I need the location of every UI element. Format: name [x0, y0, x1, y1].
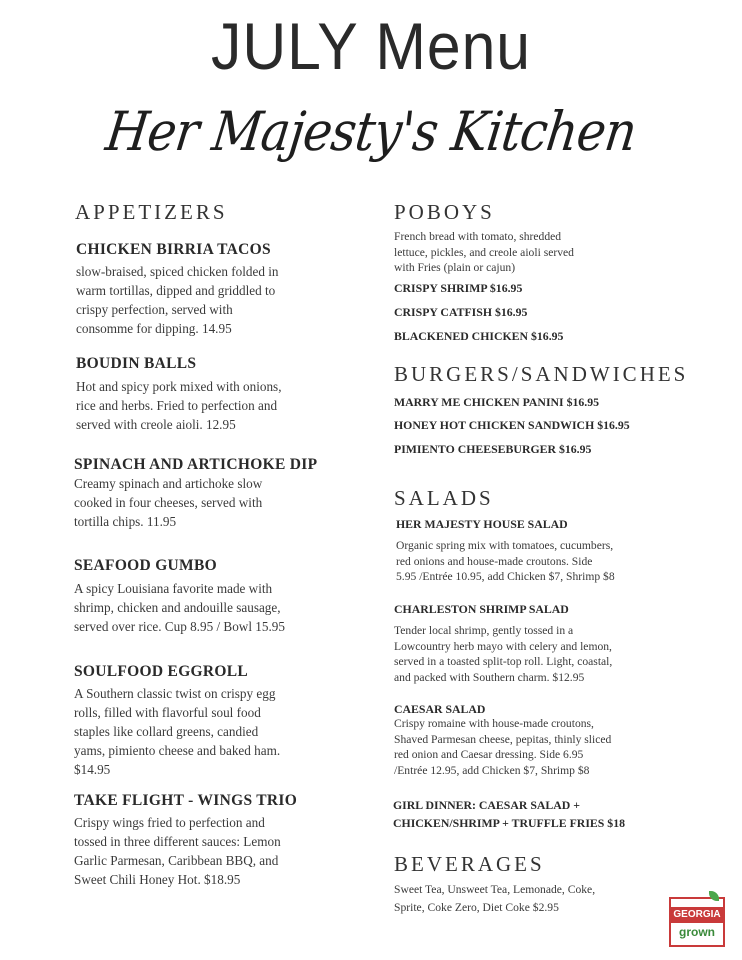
- section-heading-poboys: POBOYS: [394, 200, 495, 224]
- burger-item: MARRY ME CHICKEN PANINI $16.95: [394, 395, 600, 409]
- section-heading-beverages: BEVERAGES: [394, 852, 545, 876]
- salad-name: CAESAR SALAD: [394, 702, 486, 716]
- poboys-desc: French bread with tomato, shredded lettuce, pickles, and creole aioli served with Fries (plain or cajun): [394, 230, 574, 274]
- appetizer-desc: slow-braised, spiced chicken folded in warm tortillas, dipped and griddled to crispy perfection, served with consomme for dipping. 14.95: [76, 264, 279, 336]
- section-heading-appetizers: APPETIZERS: [75, 200, 228, 224]
- restaurant-name: Her Majesty's Kitchen: [102, 100, 640, 163]
- section-heading-salads: SALADS: [394, 486, 494, 510]
- poboy-item: CRISPY CATFISH $16.95: [394, 305, 528, 319]
- appetizer-desc: A Southern classic twist on crispy egg rolls, filled with flavorful soul food staples like collard greens, candied yams, pimiento cheese and baked ham. $14.95: [74, 686, 281, 777]
- appetizer-desc: A spicy Louisiana favorite made with shrimp, chicken and andouille sausage, served over rice. Cup 8.95 / Bowl 15.95: [74, 581, 285, 634]
- appetizer-desc: Crispy wings fried to perfection and tossed in three different sauces: Lemon Garlic Parmesan, Caribbean BBQ, and Sweet Chili Honey Hot. $18.95: [74, 815, 281, 887]
- menu-title: JULY Menu: [211, 9, 531, 83]
- appetizer-name: CHICKEN BIRRIA TACOS: [76, 241, 271, 258]
- beverages-desc: Sweet Tea, Unsweet Tea, Lemonade, Coke, Sprite, Coke Zero, Diet Coke $2.95: [394, 883, 596, 914]
- appetizer-desc: Creamy spinach and artichoke slow cooked in four cheeses, served with tortilla chips. 11.95: [74, 476, 263, 529]
- appetizer-name: TAKE FLIGHT - WINGS TRIO: [74, 792, 298, 809]
- burger-item: HONEY HOT CHICKEN SANDWICH $16.95: [394, 418, 630, 432]
- salad-desc: Tender local shrimp, gently tossed in a Lowcountry herb mayo with celery and lemon, served in a toasted split-top roll. Light, coastal, and packed with Southern charm. $12.95: [394, 624, 613, 684]
- leaf-icon: [709, 891, 719, 901]
- poboy-item: CRISPY SHRIMP $16.95: [394, 281, 523, 295]
- salad-name: HER MAJESTY HOUSE SALAD: [396, 517, 568, 531]
- burger-item: PIMIENTO CHEESEBURGER $16.95: [394, 442, 592, 456]
- appetizer-desc: Hot and spicy pork mixed with onions, rice and herbs. Fried to perfection and served with creole aioli. 12.95: [76, 379, 282, 432]
- poboy-item: BLACKENED CHICKEN $16.95: [394, 329, 564, 343]
- appetizer-name: SPINACH AND ARTICHOKE DIP: [74, 456, 318, 473]
- salad-desc: Crispy romaine with house-made croutons, Shaved Parmesan cheese, pepitas, thinly sliced red onion and Caesar dressing. Side 6.95 /Entrée 12.95, add Chicken $7, Shrimp $8: [394, 717, 612, 777]
- girl-dinner-item: GIRL DINNER: CAESAR SALAD + CHICKEN/SHRIMP + TRUFFLE FRIES $18: [393, 798, 625, 830]
- salad-desc: Organic spring mix with tomatoes, cucumbers, red onions and house-made croutons. Side 5.95 /Entrée 10.95, add Chicken $7, Shrimp $8: [396, 539, 615, 583]
- appetizer-name: BOUDIN BALLS: [76, 355, 197, 372]
- appetizer-name: SEAFOOD GUMBO: [74, 557, 217, 574]
- georgia-grown-logo: GEORGIA grown: [669, 897, 725, 947]
- salad-name: CHARLESTON SHRIMP SALAD: [394, 602, 569, 616]
- section-heading-burgers: BURGERS/SANDWICHES: [394, 362, 689, 386]
- appetizer-name: SOULFOOD EGGROLL: [74, 663, 249, 680]
